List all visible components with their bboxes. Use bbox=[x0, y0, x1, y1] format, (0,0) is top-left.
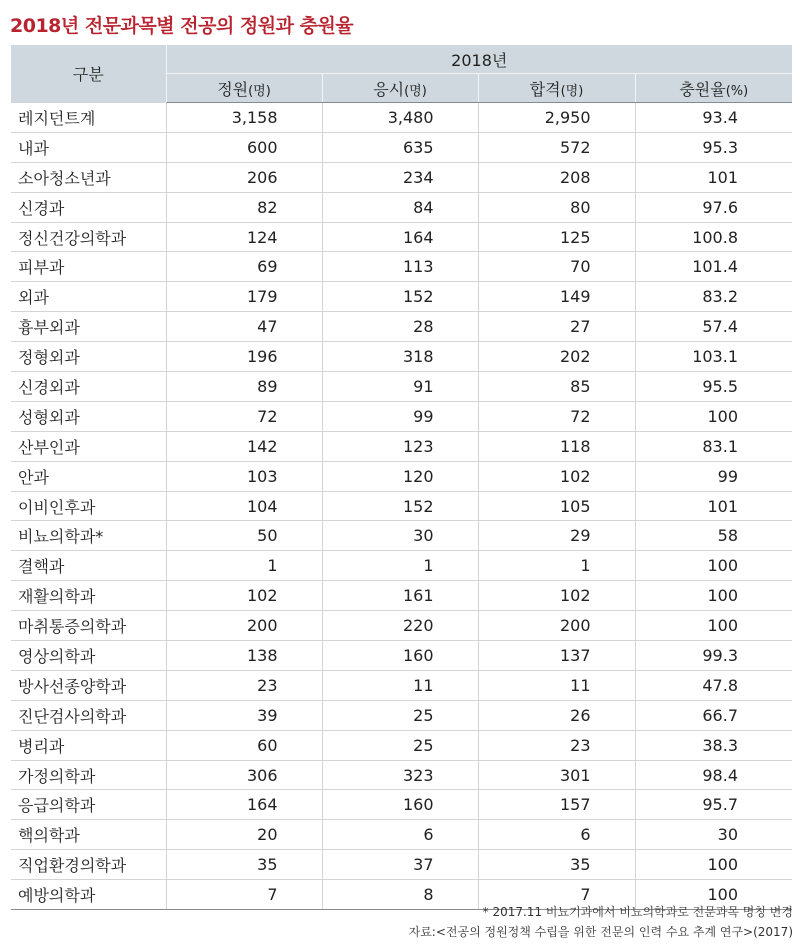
passed-cell: 27 bbox=[478, 312, 635, 342]
table-row bbox=[11, 252, 792, 282]
quota-cell: 206 bbox=[166, 162, 322, 192]
specialty-name: 성형외과 bbox=[11, 401, 166, 431]
column-label: 응시 bbox=[373, 79, 405, 99]
table-row bbox=[11, 132, 792, 162]
fill-rate-cell: 98.4 bbox=[635, 760, 792, 790]
specialty-name: 외과 bbox=[11, 282, 166, 312]
fill-rate-cell: 101 bbox=[635, 491, 792, 521]
applicants-cell: 30 bbox=[322, 521, 478, 551]
quota-cell: 164 bbox=[166, 790, 322, 820]
quota-cell: 124 bbox=[166, 222, 322, 252]
passed-cell: 70 bbox=[478, 252, 635, 282]
quota-cell: 23 bbox=[166, 670, 322, 700]
source-note: 자료:<전공의 정원정책 수립을 위한 전문의 인력 수요 추계 연구>(2017) bbox=[408, 925, 793, 939]
table-row bbox=[11, 461, 792, 491]
fill-rate-cell: 100 bbox=[635, 880, 792, 910]
applicants-cell: 152 bbox=[322, 491, 478, 521]
specialty-name: 신경과 bbox=[11, 192, 166, 222]
passed-cell: 208 bbox=[478, 162, 635, 192]
specialty-name: 피부과 bbox=[11, 252, 166, 282]
specialty-name: 내과 bbox=[11, 132, 166, 162]
specialty-name: 마취통증의학과 bbox=[11, 611, 166, 641]
year-header: 2018년 bbox=[166, 45, 792, 74]
table-row bbox=[11, 790, 792, 820]
column-label: 합격 bbox=[529, 79, 561, 99]
column-unit: (명) bbox=[560, 83, 584, 99]
table-row bbox=[11, 192, 792, 222]
table-row bbox=[11, 760, 792, 790]
fill-rate-cell: 100 bbox=[635, 581, 792, 611]
specialty-name: 이비인후과 bbox=[11, 491, 166, 521]
applicants-cell: 160 bbox=[322, 790, 478, 820]
specialty-name: 정형외과 bbox=[11, 342, 166, 372]
passed-cell: 102 bbox=[478, 581, 635, 611]
table-row bbox=[11, 282, 792, 312]
applicants-cell: 84 bbox=[322, 192, 478, 222]
specialty-name: 레지던트계 bbox=[11, 103, 166, 133]
quota-cell: 306 bbox=[166, 760, 322, 790]
column-label: 정원 bbox=[217, 79, 249, 99]
quota-cell: 39 bbox=[166, 700, 322, 730]
fill-rate-cell: 30 bbox=[635, 820, 792, 850]
fill-rate-cell: 95.5 bbox=[635, 372, 792, 402]
quota-cell: 1 bbox=[166, 551, 322, 581]
quota-cell: 82 bbox=[166, 192, 322, 222]
quota-cell: 200 bbox=[166, 611, 322, 641]
table-row bbox=[11, 551, 792, 581]
table-row bbox=[11, 730, 792, 760]
passed-cell: 137 bbox=[478, 641, 635, 671]
specialty-name: 예방의학과 bbox=[11, 880, 166, 910]
fill-rate-cell: 95.3 bbox=[635, 132, 792, 162]
applicants-cell: 1 bbox=[322, 551, 478, 581]
applicants-cell: 8 bbox=[322, 880, 478, 910]
residency-table bbox=[11, 45, 792, 910]
fill-rate-cell: 101.4 bbox=[635, 252, 792, 282]
table-row bbox=[11, 312, 792, 342]
column-unit: (%) bbox=[725, 83, 749, 99]
applicants-cell: 3,480 bbox=[322, 103, 478, 133]
specialty-name: 결핵과 bbox=[11, 551, 166, 581]
specialty-name: 핵의학과 bbox=[11, 820, 166, 850]
table-row bbox=[11, 700, 792, 730]
fill-rate-cell: 83.2 bbox=[635, 282, 792, 312]
applicants-cell: 161 bbox=[322, 581, 478, 611]
fill-rate-cell: 95.7 bbox=[635, 790, 792, 820]
quota-cell: 196 bbox=[166, 342, 322, 372]
column-header-applicants bbox=[322, 74, 478, 103]
fill-rate-cell: 100.8 bbox=[635, 222, 792, 252]
table-header bbox=[11, 45, 792, 103]
specialty-name: 안과 bbox=[11, 461, 166, 491]
table-row bbox=[11, 611, 792, 641]
specialty-name: 영상의학과 bbox=[11, 641, 166, 671]
passed-cell: 572 bbox=[478, 132, 635, 162]
specialty-name: 재활의학과 bbox=[11, 581, 166, 611]
table-row bbox=[11, 850, 792, 880]
column-header-quota bbox=[166, 74, 322, 103]
quota-cell: 89 bbox=[166, 372, 322, 402]
table-row bbox=[11, 521, 792, 551]
passed-cell: 149 bbox=[478, 282, 635, 312]
passed-cell: 102 bbox=[478, 461, 635, 491]
quota-cell: 50 bbox=[166, 521, 322, 551]
passed-cell: 26 bbox=[478, 700, 635, 730]
fill-rate-cell: 38.3 bbox=[635, 730, 792, 760]
quota-cell: 7 bbox=[166, 880, 322, 910]
column-label: 충원율 bbox=[679, 79, 726, 99]
table-row bbox=[11, 431, 792, 461]
passed-cell: 202 bbox=[478, 342, 635, 372]
table-row bbox=[11, 641, 792, 671]
quota-cell: 103 bbox=[166, 461, 322, 491]
category-header: 구분 bbox=[11, 45, 166, 103]
specialty-name: 신경외과 bbox=[11, 372, 166, 402]
table-row bbox=[11, 581, 792, 611]
passed-cell: 200 bbox=[478, 611, 635, 641]
passed-cell: 105 bbox=[478, 491, 635, 521]
passed-cell: 301 bbox=[478, 760, 635, 790]
quota-cell: 35 bbox=[166, 850, 322, 880]
passed-cell: 35 bbox=[478, 850, 635, 880]
specialty-name: 소아청소년과 bbox=[11, 162, 166, 192]
applicants-cell: 635 bbox=[322, 132, 478, 162]
applicants-cell: 152 bbox=[322, 282, 478, 312]
specialty-name: 응급의학과 bbox=[11, 790, 166, 820]
column-unit: (명) bbox=[248, 83, 271, 99]
fill-rate-cell: 97.6 bbox=[635, 192, 792, 222]
fill-rate-cell: 57.4 bbox=[635, 312, 792, 342]
passed-cell: 29 bbox=[478, 521, 635, 551]
passed-cell: 85 bbox=[478, 372, 635, 402]
specialty-name: 비뇨의학과* bbox=[11, 521, 166, 551]
passed-cell: 1 bbox=[478, 551, 635, 581]
quota-cell: 47 bbox=[166, 312, 322, 342]
specialty-name: 직업환경의학과 bbox=[11, 850, 166, 880]
applicants-cell: 323 bbox=[322, 760, 478, 790]
fill-rate-cell: 99 bbox=[635, 461, 792, 491]
fill-rate-cell: 103.1 bbox=[635, 342, 792, 372]
fill-rate-cell: 66.7 bbox=[635, 700, 792, 730]
table-row bbox=[11, 342, 792, 372]
passed-cell: 7 bbox=[478, 880, 635, 910]
passed-cell: 11 bbox=[478, 670, 635, 700]
passed-cell: 2,950 bbox=[478, 103, 635, 133]
quota-cell: 3,158 bbox=[166, 103, 322, 133]
applicants-cell: 120 bbox=[322, 461, 478, 491]
quota-cell: 142 bbox=[166, 431, 322, 461]
fill-rate-cell: 101 bbox=[635, 162, 792, 192]
passed-cell: 6 bbox=[478, 820, 635, 850]
passed-cell: 157 bbox=[478, 790, 635, 820]
specialty-name: 가정의학과 bbox=[11, 760, 166, 790]
quota-cell: 179 bbox=[166, 282, 322, 312]
fill-rate-cell: 58 bbox=[635, 521, 792, 551]
applicants-cell: 164 bbox=[322, 222, 478, 252]
specialty-name: 산부인과 bbox=[11, 431, 166, 461]
quota-cell: 600 bbox=[166, 132, 322, 162]
table-row bbox=[11, 162, 792, 192]
passed-cell: 23 bbox=[478, 730, 635, 760]
applicants-cell: 160 bbox=[322, 641, 478, 671]
table-row bbox=[11, 401, 792, 431]
applicants-cell: 11 bbox=[322, 670, 478, 700]
fill-rate-cell: 100 bbox=[635, 401, 792, 431]
fill-rate-cell: 99.3 bbox=[635, 641, 792, 671]
fill-rate-cell: 100 bbox=[635, 850, 792, 880]
page-title: 2018년 전문과목별 전공의 정원과 충원율 bbox=[10, 15, 354, 37]
passed-cell: 80 bbox=[478, 192, 635, 222]
specialty-name: 정신건강의학과 bbox=[11, 222, 166, 252]
quota-cell: 69 bbox=[166, 252, 322, 282]
fill-rate-cell: 100 bbox=[635, 611, 792, 641]
passed-cell: 125 bbox=[478, 222, 635, 252]
applicants-cell: 28 bbox=[322, 312, 478, 342]
applicants-cell: 6 bbox=[322, 820, 478, 850]
applicants-cell: 234 bbox=[322, 162, 478, 192]
quota-cell: 104 bbox=[166, 491, 322, 521]
fill-rate-cell: 100 bbox=[635, 551, 792, 581]
table-row bbox=[11, 372, 792, 402]
quota-cell: 138 bbox=[166, 641, 322, 671]
column-header-rate bbox=[635, 74, 792, 103]
passed-cell: 118 bbox=[478, 431, 635, 461]
table-row bbox=[11, 222, 792, 252]
specialty-name: 진단검사의학과 bbox=[11, 700, 166, 730]
applicants-cell: 91 bbox=[322, 372, 478, 402]
quota-cell: 102 bbox=[166, 581, 322, 611]
passed-cell: 72 bbox=[478, 401, 635, 431]
quota-cell: 60 bbox=[166, 730, 322, 760]
applicants-cell: 113 bbox=[322, 252, 478, 282]
applicants-cell: 220 bbox=[322, 611, 478, 641]
specialty-name: 흉부외과 bbox=[11, 312, 166, 342]
applicants-cell: 37 bbox=[322, 850, 478, 880]
applicants-cell: 123 bbox=[322, 431, 478, 461]
column-header-passed bbox=[478, 74, 635, 103]
applicants-cell: 318 bbox=[322, 342, 478, 372]
fill-rate-cell: 83.1 bbox=[635, 431, 792, 461]
table-row bbox=[11, 103, 792, 133]
table-row bbox=[11, 820, 792, 850]
applicants-cell: 25 bbox=[322, 700, 478, 730]
fill-rate-cell: 93.4 bbox=[635, 103, 792, 133]
table-row bbox=[11, 491, 792, 521]
footnote: * 2017.11 비뇨기과에서 비뇨의학과로 전문과목 명칭 변경 bbox=[482, 905, 793, 919]
quota-cell: 20 bbox=[166, 820, 322, 850]
quota-cell: 72 bbox=[166, 401, 322, 431]
specialty-name: 병리과 bbox=[11, 730, 166, 760]
table-body bbox=[11, 103, 792, 910]
table-row bbox=[11, 670, 792, 700]
applicants-cell: 99 bbox=[322, 401, 478, 431]
column-unit: (명) bbox=[404, 83, 427, 99]
fill-rate-cell: 47.8 bbox=[635, 670, 792, 700]
applicants-cell: 25 bbox=[322, 730, 478, 760]
specialty-name: 방사선종양학과 bbox=[11, 670, 166, 700]
